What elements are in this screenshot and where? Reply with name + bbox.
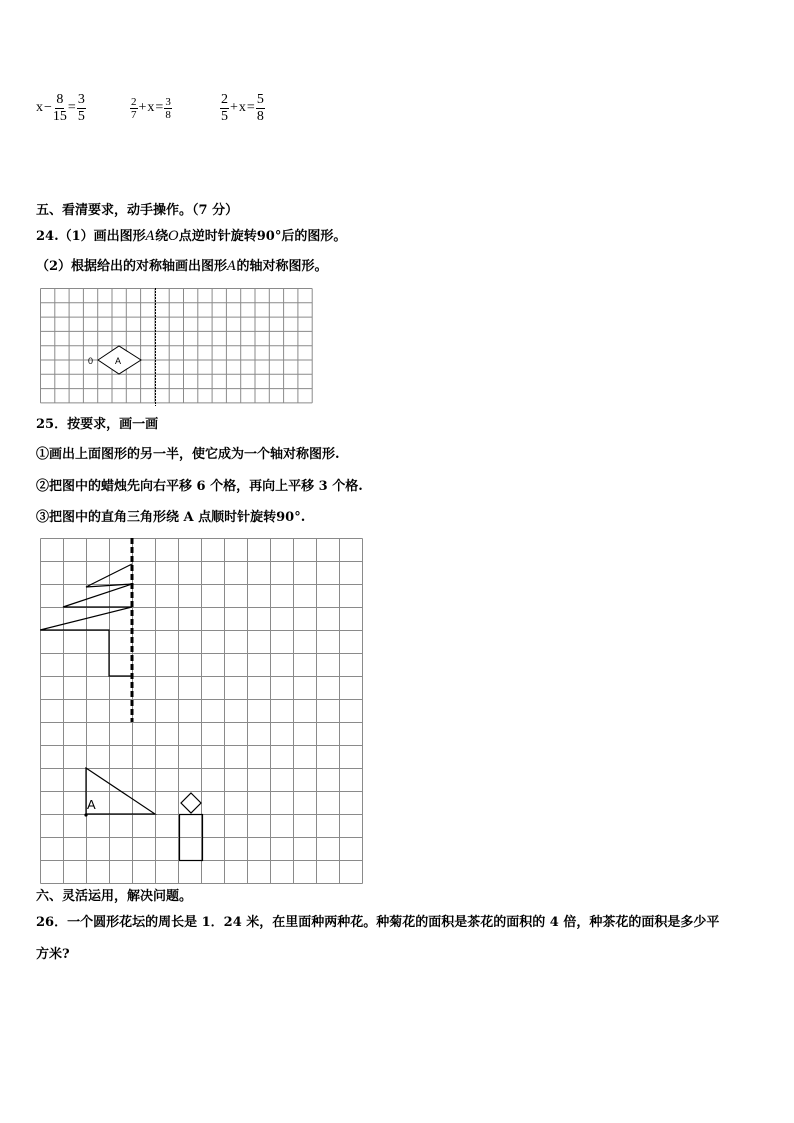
- eq3-op: +: [230, 100, 238, 115]
- q25-item-2: ②把图中的蜡烛先向右平移 6 个格，再向上平移 3 个格.: [36, 479, 363, 494]
- q26-line-1: 26．一个圆形花坛的周长是 1．24 米，在里面种两种花。种菊花的面积是茶花的面积的 4 倍，种茶花的面积是多少平: [36, 915, 720, 930]
- q24-1-rest: 点逆时针旋转90°后的图形。: [178, 229, 347, 244]
- q26-line-2: 方米?: [36, 947, 70, 962]
- eq2-frac1-num: 2: [131, 95, 137, 108]
- eq1-fraction-right: [77, 92, 86, 125]
- eq1-fraction-left: [53, 92, 67, 125]
- grid1-label-o: 0: [88, 356, 94, 366]
- eq2-var: x: [147, 100, 155, 115]
- eq1-frac2-num: 3: [77, 91, 85, 107]
- eq2-frac2-den: 8: [165, 108, 171, 121]
- q24-2-text: （2）根据给出的对称轴画出图形: [36, 259, 228, 274]
- eq3-frac2-num: 5: [256, 91, 264, 107]
- q24-2-shape-a: A: [227, 259, 237, 274]
- eq1-frac1-den: 15: [52, 108, 67, 124]
- eq3-frac1-den: 5: [221, 108, 228, 124]
- grid2-label-a: A: [87, 797, 96, 812]
- grid2-point-a: [84, 813, 87, 816]
- eq3-equals: =: [246, 100, 255, 115]
- grid-figure-2: [40, 538, 365, 886]
- eq3-var: x: [238, 100, 246, 115]
- eq2-fraction-right: [164, 96, 172, 121]
- grid2-lines: [41, 539, 363, 884]
- q24-1-point-o: O: [168, 229, 179, 244]
- q24-2-rest: 的轴对称图形。: [236, 259, 328, 274]
- q24-1-shape-a: A: [145, 229, 156, 244]
- q24-part2: [36, 259, 327, 275]
- eq1-op: −: [44, 100, 52, 115]
- eq2-frac1-den: 7: [131, 108, 137, 121]
- eq3-fraction-left: [220, 92, 229, 125]
- eq3-fraction-right: [256, 92, 265, 125]
- q24-part1: [36, 229, 346, 245]
- eq3-frac2-den: 8: [256, 108, 264, 124]
- grid1-label-a: A: [115, 356, 122, 366]
- eq1-frac2-den: 5: [77, 108, 85, 124]
- q25-item-3: ③把图中的直角三角形绕 A 点顺时针旋转90°.: [36, 510, 306, 525]
- q24-1-around: 绕: [155, 229, 169, 244]
- equation-2: [130, 88, 172, 128]
- section6-heading: 六、灵活运用，解决问题。: [36, 889, 193, 904]
- eq2-op: +: [138, 100, 147, 115]
- eq1-equals: =: [67, 100, 76, 115]
- eq2-equals: =: [155, 100, 164, 115]
- grid2-candle-flame: [181, 793, 201, 813]
- grid1-lines: [41, 289, 313, 403]
- eq3-frac1-num: 2: [221, 91, 228, 107]
- section5-heading: 五、看清要求，动手操作。（7 分）: [36, 203, 239, 218]
- q25-item-1: ①画出上面图形的另一半，使它成为一个轴对称图形.: [36, 447, 340, 462]
- q25-title: 25．按要求，画一画: [36, 417, 159, 432]
- eq2-frac2-num: 3: [165, 95, 171, 108]
- eq1-var: x: [36, 100, 43, 115]
- q24-1-text: 24.（1）画出图形: [36, 229, 146, 244]
- eq2-fraction-left: [130, 96, 138, 121]
- eq1-frac1-num: 8: [56, 91, 64, 107]
- equation-1: [36, 88, 86, 128]
- grid-figure-1: [40, 288, 315, 408]
- equation-3: [220, 88, 265, 128]
